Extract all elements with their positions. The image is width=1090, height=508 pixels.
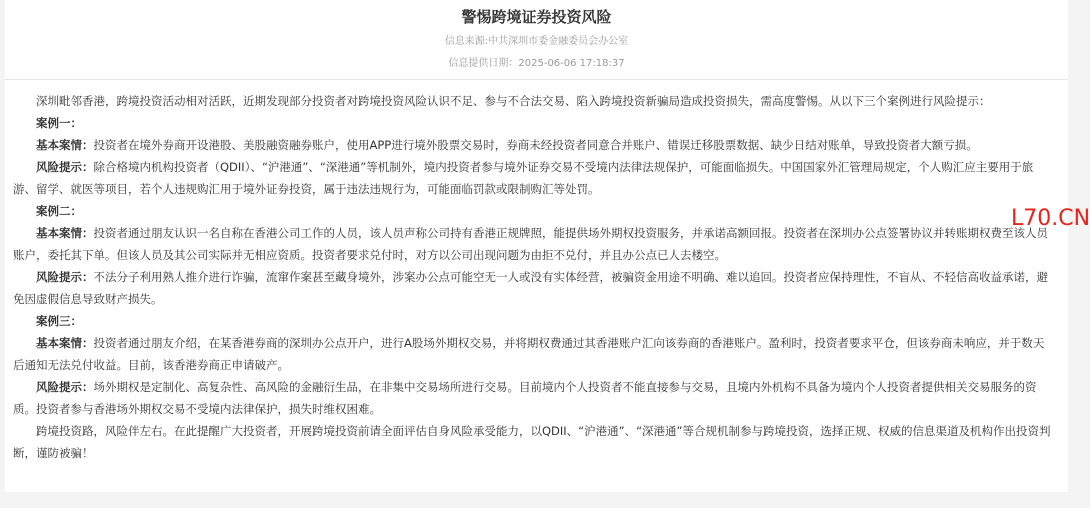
intro-paragraph: 深圳毗邻香港，跨境投资活动相对活跃，近期发现部分投资者对跨境投资风险认识不足、参与不合法交易、陷入跨境投资新骗局造成投资损失，需高度警惕。从以下三个案例进行风险提示： xyxy=(36,94,991,108)
case3-risk-paragraph xyxy=(13,376,1052,420)
case2-heading: 案例二： xyxy=(36,204,82,218)
article-container xyxy=(5,0,1068,492)
case2-risk-label: 风险提示： xyxy=(36,270,94,284)
article-date: 信息提供日期：2025-06-06 17:18:37 xyxy=(448,58,625,69)
article-title: 警惕跨境证券投资风险 xyxy=(461,8,612,26)
case3-risk-text: 场外期权是定制化、高复杂性、高风险的金融衍生品，在非集中交易场所进行交易。目前境内个人投资者不能直接参与交易，且境内外机构不具备为境内个人投资者提供相关交易服务的资质。投资者参与香港场外期权交易不受境内法律保护，损失时维权困难。 xyxy=(13,380,1037,416)
case2-risk-text: 不法分子利用熟人推介进行诈骗，流窜作案甚至藏身境外，涉案办公点可能空无一人或没有实体经营，被骗资金用途不明确、难以追回。投资者应保持理性，不盲从、不轻信高收益承诺，避免因虚假信息导致财产损失。 xyxy=(13,270,1048,306)
case2-basic-paragraph xyxy=(13,222,1052,266)
case3-basic-paragraph xyxy=(13,332,1052,376)
case1-risk-text: 除合格境内机构投资者（QDII）、“沪港通”、“深港通”等机制外，境内投资者参与境外证券交易不受境内法律法规保护，可能面临损失。中国国家外汇管理局规定，个人购汇应主要用于旅游、留学、就医等项目，若个人违规购汇用于境外证券投资，属于违法违规行为，可能面临罚款或限制购汇等处罚。 xyxy=(13,160,1034,196)
case1-basic-text: 投资者在境外券商开设港股、美股融资融券账户，使用APP进行境外股票交易时，券商未经投资者同意合并账户、错误迁移股票数据、缺少日结对账单，导致投资者大额亏损。 xyxy=(93,138,978,152)
case2-basic-label: 基本案情： xyxy=(36,226,94,240)
watermark-text: L70.CN xyxy=(1011,206,1090,231)
case1-basic-paragraph xyxy=(13,134,1052,156)
case1-risk-label: 风险提示： xyxy=(36,160,94,174)
case3-basic-text: 投资者通过朋友介绍，在某香港券商的深圳办公点开户，进行A股场外期权交易，并将期权费通过其香港账户汇向该券商的香港账户。盈利时，投资者要求平仓，但该券商未响应，并于数天后通知无法兑付收益。目前，该香港券商正申请破产。 xyxy=(13,336,1045,372)
case2-risk-paragraph xyxy=(13,266,1052,310)
case2-basic-text: 投资者通过朋友认识一名自称在香港公司工作的人员，该人员声称公司持有香港正规牌照，能提供场外期权投资服务，并承诺高额回报。投资者在深圳办公点签署协议并转账期权费至该人员账户，委托其下单。但该人员及其公司实际并无相应资质。投资者要求兑付时，对方以公司出现问题为由拒不兑付，并且办公点已人去楼空。 xyxy=(13,226,1048,262)
case3-basic-label: 基本案情： xyxy=(36,336,94,350)
conclusion-paragraph: 跨境投资路，风险伴左右。在此提醒广大投资者，开展跨境投资前请全面评估自身风险承受能力，以QDII、“沪港通”、“深港通”等合规机制参与跨境投资，选择正规、权威的信息渠道及机构作出投资判断，谨防被骗！ xyxy=(13,424,1051,460)
case3-risk-label: 风险提示： xyxy=(36,380,94,394)
case3-heading: 案例三： xyxy=(36,314,82,328)
case1-heading: 案例一： xyxy=(36,116,82,130)
case1-basic-label: 基本案情： xyxy=(36,138,94,152)
article-source: 信息来源:中共深圳市委金融委员会办公室 xyxy=(444,36,629,47)
case1-risk-paragraph xyxy=(13,156,1052,200)
article-body xyxy=(5,80,1068,464)
